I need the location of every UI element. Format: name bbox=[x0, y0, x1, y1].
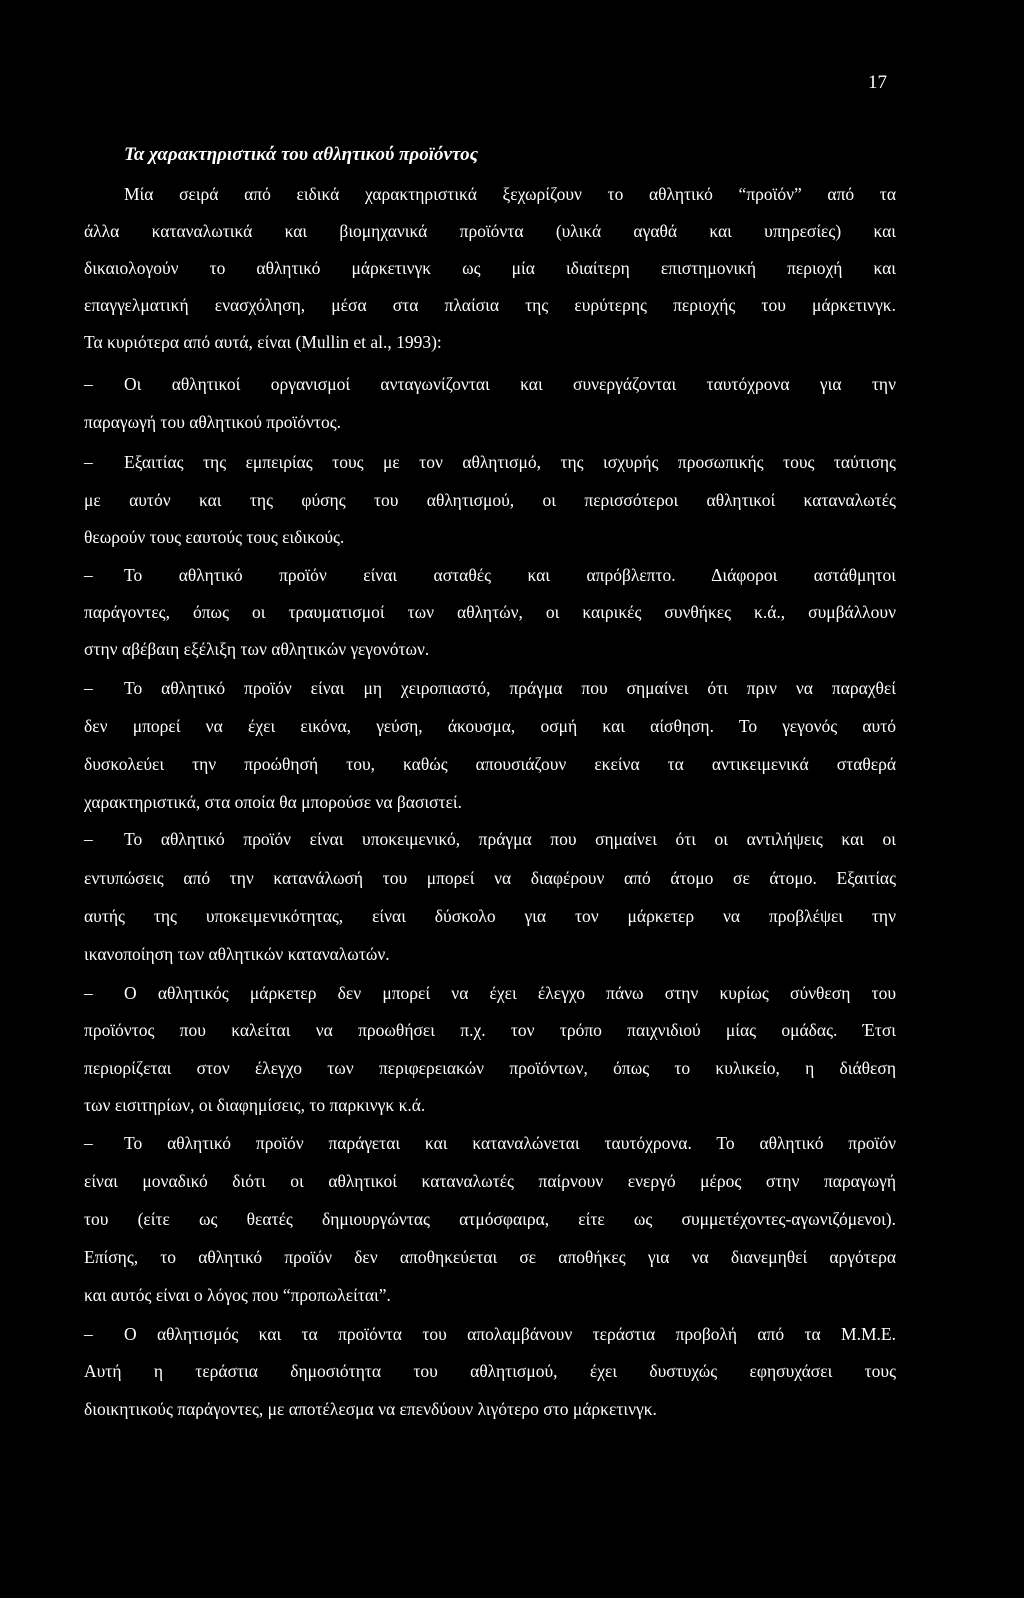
list-item-line: προϊόντος που καλείται να προωθήσει π.χ. τον τρόπο παιχνιδιού μίας ομάδας. Έτσι bbox=[84, 1020, 896, 1040]
list-item-line: και αυτός είναι ο λόγος που “προπωλείται”. bbox=[84, 1285, 391, 1305]
list-item-line: εντυπώσεις από την κατανάλωσή του μπορεί να διαφέρουν από άτομο σε άτομο. Εξαιτίας bbox=[84, 868, 896, 888]
dash-marker: – bbox=[84, 374, 93, 394]
list-item-first-line bbox=[84, 1131, 896, 1155]
list-item-text: Οι αθλητικοί οργανισμοί ανταγωνίζονται και συνεργάζονται ταυτόχρονα για την bbox=[124, 374, 896, 394]
list-item-first-line bbox=[84, 1322, 896, 1346]
list-item-first-line bbox=[84, 981, 896, 1005]
list-item-line: χαρακτηριστικά, στα οποία θα μπορούσε να βασιστεί. bbox=[84, 792, 463, 812]
dash-marker: – bbox=[84, 565, 93, 585]
list-item-line: περιορίζεται στον έλεγχο των περιφερειακών προϊόντων, όπως το κυλικείο, η διάθεση bbox=[84, 1058, 896, 1078]
list-item-line: δεν μπορεί να έχει εικόνα, γεύση, άκουσμα, οσμή και αίσθηση. Το γεγονός αυτό bbox=[84, 716, 896, 736]
list-item-text: Το αθλητικό προϊόν είναι υποκειμενικό, πράγμα που σημαίνει ότι οι αντιλήψεις και οι bbox=[124, 829, 896, 849]
list-item-text: Το αθλητικό προϊόν παράγεται και καταναλώνεται ταυτόχρονα. Το αθλητικό προϊόν bbox=[124, 1133, 896, 1153]
list-item-line: του (είτε ως θεατές δημιουργώντας ατμόσφαιρα, είτε ως συμμετέχοντες-αγωνιζόμενοι). bbox=[84, 1209, 896, 1229]
intro-line: Μία σειρά από ειδικά χαρακτηριστικά ξεχωρίζουν το αθλητικό “προϊόν” από τα bbox=[124, 184, 896, 204]
list-item-first-line bbox=[84, 827, 896, 851]
intro-line: άλλα καταναλωτικά και βιομηχανικά προϊόντα (υλικά αγαθά και υπηρεσίες) και bbox=[84, 221, 896, 241]
list-item-line: των εισιτηρίων, οι διαφημίσεις, το παρκινγκ κ.ά. bbox=[84, 1095, 426, 1115]
intro-line: επαγγελματική ενασχόληση, μέσα στα πλαίσια της ευρύτερης περιοχής του μάρκετινγκ. bbox=[84, 295, 896, 315]
list-item-line: αυτής της υποκειμενικότητας, είναι δύσκολο για τον μάρκετερ να προβλέψει την bbox=[84, 906, 896, 926]
intro-line: δικαιολογούν το αθλητικό μάρκετινγκ ως μία ιδιαίτερη επιστημονική περιοχή και bbox=[84, 258, 896, 278]
list-item-line: με αυτόν και της φύσης του αθλητισμού, οι περισσότεροι αθλητικοί καταναλωτές bbox=[84, 490, 896, 510]
list-item-line: παραγωγή του αθλητικού προϊόντος. bbox=[84, 412, 342, 432]
list-item-text: Το αθλητικό προϊόν είναι ασταθές και απρόβλεπτο. Διάφοροι αστάθμητοι bbox=[124, 565, 896, 585]
list-item-line: είναι μοναδικό διότι οι αθλητικοί καταναλωτές παίρνουν ενεργό μέρος στην παραγωγή bbox=[84, 1171, 896, 1191]
list-item-text: Ο αθλητικός μάρκετερ δεν μπορεί να έχει έλεγχο πάνω στην κυρίως σύνθεση του bbox=[124, 983, 896, 1003]
list-item-text: Το αθλητικό προϊόν είναι μη χειροπιαστό, πράγμα που σημαίνει ότι πριν να παραχθεί bbox=[124, 678, 896, 698]
list-item-first-line bbox=[84, 372, 896, 396]
dash-marker: – bbox=[84, 678, 93, 698]
dash-marker: – bbox=[84, 1133, 93, 1153]
list-item-line: ικανοποίηση των αθλητικών καταναλωτών. bbox=[84, 944, 390, 964]
list-item-line: Αυτή η τεράστια δημοσιότητα του αθλητισμού, έχει δυστυχώς εφησυχάσει τους bbox=[84, 1361, 896, 1381]
dash-marker: – bbox=[84, 1324, 93, 1344]
list-item-line: θεωρούν τους εαυτούς τους ειδικούς. bbox=[84, 527, 345, 547]
list-item-line: δυσκολεύει την προώθησή του, καθώς απουσιάζουν εκείνα τα αντικειμενικά σταθερά bbox=[84, 754, 896, 774]
list-item-text: Ο αθλητισμός και τα προϊόντα του απολαμβάνουν τεράστια προβολή από τα Μ.Μ.Ε. bbox=[124, 1324, 896, 1344]
dash-marker: – bbox=[84, 829, 93, 849]
list-item-line: στην αβέβαιη εξέλιξη των αθλητικών γεγονότων. bbox=[84, 639, 430, 659]
list-item-line: παράγοντες, όπως οι τραυματισμοί των αθλητών, οι καιρικές συνθήκες κ.ά., συμβάλλουν bbox=[84, 602, 896, 622]
dash-marker: – bbox=[84, 452, 93, 472]
list-item-line: Επίσης, το αθλητικό προϊόν δεν αποθηκεύεται σε αποθήκες για να διανεμηθεί αργότερα bbox=[84, 1247, 896, 1267]
list-item-first-line bbox=[84, 563, 896, 587]
page-number: 17 bbox=[868, 72, 887, 93]
list-item-first-line bbox=[84, 450, 896, 474]
list-item-text: Εξαιτίας της εμπειρίας τους με τον αθλητισμό, της ισχυρής προσωπικής τους ταύτισης bbox=[124, 452, 896, 472]
list-item-line: διοικητικούς παράγοντες, με αποτέλεσμα να επενδύουν λιγότερο στο μάρκετινγκ. bbox=[84, 1399, 657, 1419]
list-item-first-line bbox=[84, 676, 896, 700]
section-heading: Τα χαρακτηριστικά του αθλητικού προϊόντος bbox=[124, 144, 479, 165]
intro-line: Τα κυριότερα από αυτά, είναι (Mullin et al., 1993): bbox=[84, 332, 442, 352]
dash-marker: – bbox=[84, 983, 93, 1003]
